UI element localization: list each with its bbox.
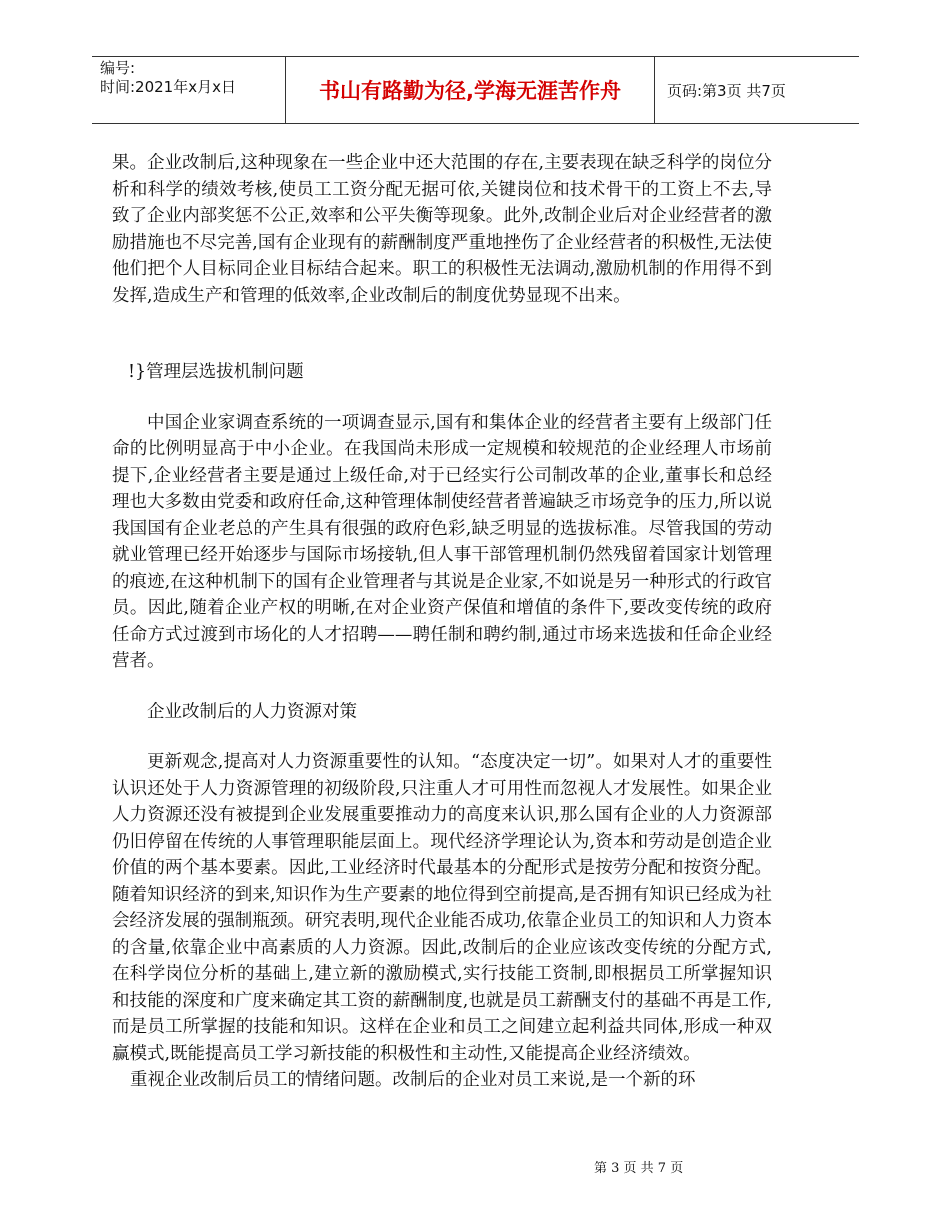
- paragraph: 果。企业改制后,这种现象在一些企业中还大范围的存在,主要表现在缺乏科学的岗位分析和科学的绩效考核,使员工工资分配无据可依,关键岗位和技术骨干的工资上不去,导致了企业内部奖惩不公正,效率和公平失衡等现象。此外,改制企业后对企业经营者的激励措施也不尽完善,国有企业现有的薪酬制度严重地挫伤了企业经营者的积极性,无法使他们把个人目标同企业目标结合起来。职工的积极性无法调动,激励机制的作用得不到发挥,造成生产和管理的低效率,企业改制后的制度优势显现不出来。: [112, 153, 772, 306]
- time-label: 时间:2021年x月x日: [100, 78, 236, 96]
- page-info: 页码:第3页 共7页: [667, 81, 786, 100]
- document-body: [112, 150, 772, 1094]
- header-meta: [92, 57, 285, 123]
- number-label: 编号:: [100, 59, 136, 77]
- section-heading: 企业改制后的人力资源对策: [147, 701, 357, 722]
- page-footer: 第 3 页 共 7 页: [594, 1161, 684, 1176]
- page-header: [92, 56, 859, 124]
- paragraph: 中国企业家调查系统的一项调查显示,国有和集体企业的经营者主要有上级部门任命的比例明显高于中小企业。在我国尚未形成一定规模和较规范的企业经理人市场前提下,企业经营者主要是通过上级任命,对于已经实行公司制改革的企业,董事长和总经理也大多数由党委和政府任命,这种管理体制使经营者普遍缺乏市场竞争的压力,所以说我国国有企业老总的产生具有很强的政府色彩,缺乏明显的选拔标准。尽管我国的劳动就业管理已经开始逐步与国际市场接轨,但人事干部管理机制仍然残留着国家计划管理的痕迹,在这种机制下的国有企业管理者与其说是企业家,不如说是另一种形式的行政官员。因此,随着企业产权的明晰,在对企业资产保值和增值的条件下,要改变传统的政府任命方式过渡到市场化的人才招聘——聘任制和聘约制,通过市场来选拔和任命企业经营者。: [112, 412, 772, 671]
- section-heading: !}管理层选拔机制问题: [128, 362, 304, 382]
- paragraph: 更新观念,提高对人力资源重要性的认知。“态度决定一切”。如果对人才的重要性认识还处于人力资源管理的初级阶段,只注重人才可用性而忽视人才发展性。如果企业人力资源还没有被提到企业发展重要推动力的高度来认识,那么国有企业的人力资源部仍旧停留在传统的人事管理职能层面上。现代经济学理论认为,资本和劳动是创造企业价值的两个基本要素。因此,工业经济时代最基本的分配形式是按劳分配和按资分配。随着知识经济的到来,知识作为生产要素的地位得到空前提高,是否拥有知识已经成为社会经济发展的强制瓶颈。研究表明,现代企业能否成功,依靠企业员工的知识和人力资本的含量,依靠企业中高素质的人力资源。因此,改制后的企业应该改变传统的分配方式,在科学岗位分析的基础上,建立新的激励模式,实行技能工资制,即根据员工所掌握知识和技能的深度和广度来确定其工资的薪酬制度,也就是员工薪酬支付的基础不再是工作,而是员工所掌握的技能和知识。这样在企业和员工之间建立起利益共同体,形成一种双赢模式,既能提高员工学习新技能的积极性和主动性,又能提高企业经济绩效。: [112, 752, 772, 1064]
- motto-banner: 书山有路勤为径,学海无涯苦作舟: [285, 57, 655, 123]
- paragraph: 重视企业改制后员工的情绪问题。改制后的企业对员工来说,是一个新的环: [130, 1070, 696, 1090]
